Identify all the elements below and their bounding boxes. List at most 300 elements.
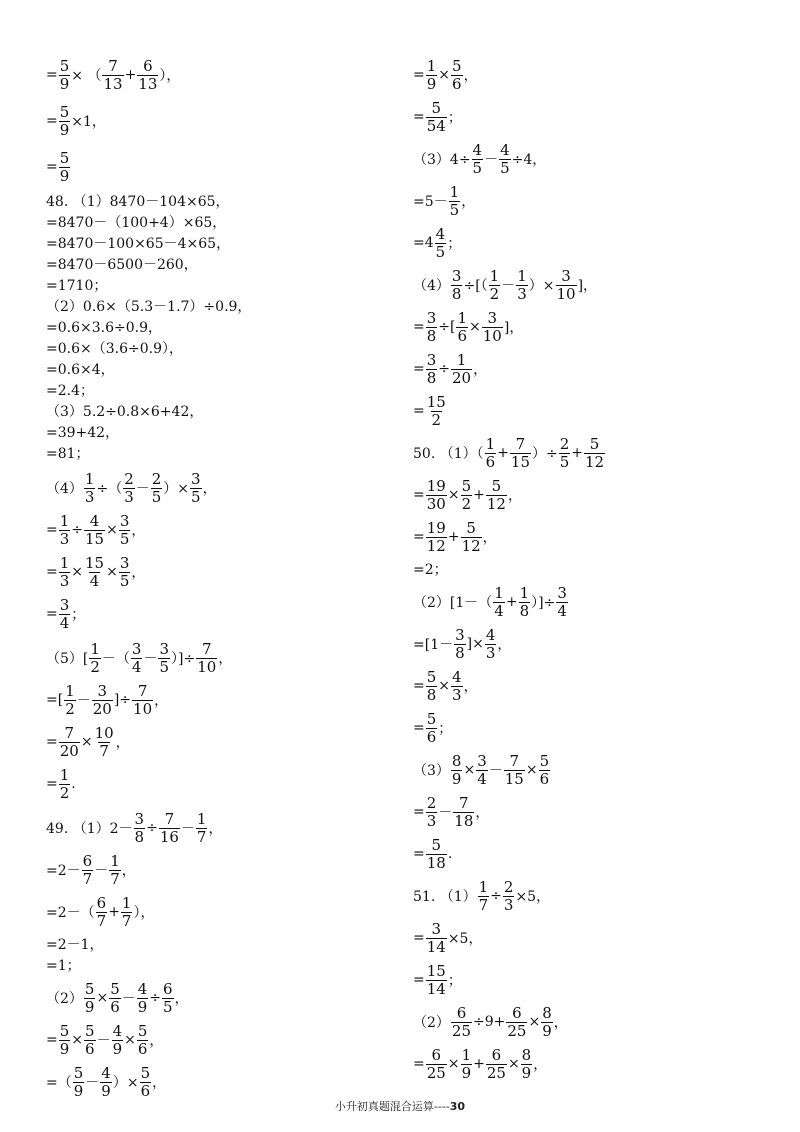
math-text: =: [413, 972, 425, 988]
math-text: ×: [96, 990, 109, 1006]
numerator: 1: [457, 308, 468, 327]
math-text: （2）[1－（: [413, 595, 493, 611]
math-text: =: [413, 487, 425, 503]
fraction: [482, 308, 503, 345]
numerator: 3: [431, 919, 442, 938]
math-text: .: [71, 776, 76, 792]
fraction: [84, 979, 96, 1016]
numerator: 2: [503, 877, 514, 896]
fraction: [190, 469, 202, 506]
denominator: 9: [451, 769, 462, 788]
denominator: 8: [426, 685, 437, 704]
fraction: [426, 919, 447, 956]
math-text: =: [413, 403, 425, 419]
denominator: 8: [426, 326, 437, 345]
fraction: [539, 751, 551, 788]
denominator: 7: [121, 911, 132, 930]
fraction: [89, 639, 101, 676]
math-line: [413, 709, 783, 747]
math-text: ×: [528, 1014, 541, 1030]
denominator: 9: [112, 1039, 123, 1058]
math-text: －: [143, 651, 158, 667]
denominator: 6: [485, 452, 496, 471]
denominator: 15: [504, 769, 524, 788]
fraction: [556, 583, 568, 620]
math-text: （3）: [413, 763, 450, 779]
math-line: [46, 851, 396, 889]
numerator: 3: [561, 266, 571, 285]
math-text: +: [571, 445, 584, 461]
numerator: 2: [559, 434, 570, 453]
denominator: 20: [59, 741, 79, 760]
page-footer: [0, 1098, 800, 1114]
fraction: [84, 1021, 96, 1058]
math-text: （3）4÷: [413, 152, 471, 168]
math-text: +: [497, 445, 509, 461]
math-text: ×: [438, 678, 451, 694]
denominator: 54: [426, 116, 446, 135]
numerator: 7: [164, 809, 175, 828]
math-text: +: [505, 594, 518, 610]
denominator: 2: [65, 699, 75, 718]
denominator: 3: [84, 487, 95, 506]
numerator: 5: [84, 979, 95, 998]
denominator: 12: [486, 494, 506, 513]
math-line: [46, 253, 396, 274]
math-text: .: [447, 846, 453, 862]
math-text: ，: [154, 693, 169, 709]
math-line: [46, 639, 396, 677]
denominator: 12: [426, 536, 446, 555]
math-text: =2－: [46, 863, 81, 879]
denominator: 5: [151, 487, 162, 506]
page-number: 30: [449, 1100, 466, 1113]
denominator: 15: [510, 452, 530, 471]
math-line: [413, 392, 783, 430]
fraction: [137, 979, 149, 1016]
denominator: 9: [521, 1063, 532, 1082]
fraction: [426, 709, 438, 746]
fraction: [461, 476, 473, 513]
math-text: ，: [475, 805, 490, 821]
math-text: －: [121, 991, 136, 1007]
fraction: [461, 518, 482, 555]
math-text: ×: [525, 762, 538, 778]
fraction: [456, 308, 468, 345]
fraction: [451, 751, 463, 788]
denominator: 9: [84, 997, 95, 1016]
denominator: 6: [539, 769, 550, 788]
numerator: 6: [82, 851, 93, 870]
math-text: ，: [218, 651, 233, 667]
math-text: ÷9+: [473, 1014, 506, 1030]
numerator: 1: [494, 583, 504, 602]
math-text: ×: [80, 734, 93, 750]
math-text: ×: [469, 319, 481, 335]
fraction: [73, 1063, 85, 1100]
fraction: [109, 851, 121, 888]
fraction: [196, 639, 217, 676]
numerator: 7: [201, 639, 212, 658]
denominator: 5: [191, 487, 201, 506]
math-text: =39+42，: [46, 424, 120, 441]
math-text: ×: [124, 1032, 136, 1048]
math-line: [413, 518, 783, 556]
denominator: 14: [426, 937, 446, 956]
math-line: [46, 337, 396, 358]
numerator: 5: [85, 1021, 95, 1040]
numerator: 5: [59, 1021, 70, 1040]
denominator: 9: [101, 1081, 111, 1100]
math-text: =: [46, 67, 58, 83]
fraction: [59, 56, 71, 93]
math-text: ）×: [163, 481, 190, 497]
math-text: =1；: [46, 957, 81, 974]
math-text: （2）: [46, 991, 83, 1007]
numerator: 1: [485, 434, 496, 453]
math-line: [413, 1045, 783, 1083]
denominator: 7: [110, 869, 120, 888]
math-line: [46, 358, 396, 379]
math-line: [413, 583, 783, 621]
denominator: 13: [103, 74, 123, 93]
math-text: +: [108, 904, 120, 920]
math-text: ×5，: [515, 889, 551, 905]
numerator: 6: [456, 1003, 467, 1022]
math-line: [46, 765, 396, 803]
math-text: ，: [473, 362, 488, 378]
numerator: 3: [159, 639, 170, 658]
math-line: [46, 400, 396, 421]
math-text: =8470－6500－260，: [46, 256, 198, 273]
fraction: [472, 140, 484, 177]
numerator: 7: [509, 751, 520, 770]
fraction: [59, 595, 71, 632]
fraction: [493, 583, 505, 620]
denominator: 18: [426, 853, 446, 872]
denominator: 3: [503, 895, 514, 914]
denominator: 10: [556, 284, 576, 303]
denominator: 9: [73, 1081, 84, 1100]
denominator: 5: [500, 158, 510, 177]
fraction: [64, 681, 76, 718]
math-line: [46, 979, 396, 1017]
math-line: [46, 553, 396, 591]
numerator: 5: [589, 434, 600, 453]
fraction: [84, 553, 105, 590]
fraction: [426, 793, 438, 830]
math-text: －: [94, 863, 109, 879]
math-line: [46, 421, 396, 442]
math-text: ）×: [528, 278, 555, 294]
math-text: ×: [507, 1056, 520, 1072]
fraction: [119, 511, 131, 548]
fraction: [132, 681, 153, 718]
numerator: 4: [89, 511, 100, 530]
math-text: 49. （1）2－: [46, 821, 133, 837]
footer-title: 小升初真题混合运算----: [334, 1100, 450, 1113]
denominator: 2: [431, 410, 442, 429]
numerator: 6: [163, 979, 173, 998]
math-text: ，: [463, 68, 478, 84]
fraction: [151, 469, 163, 506]
denominator: 15: [85, 529, 105, 548]
math-text: ）]÷: [531, 595, 556, 611]
fraction: [486, 1045, 507, 1082]
fraction: [489, 266, 501, 303]
numerator: 5: [137, 1021, 148, 1040]
math-text: ×1，: [71, 114, 106, 130]
math-line: [46, 211, 396, 232]
math-text: 48. （1）8470－104×65，: [46, 193, 230, 210]
numerator: 4: [500, 140, 510, 159]
numerator: 1: [110, 851, 120, 870]
numerator: 4: [452, 667, 462, 686]
math-text: =: [413, 804, 425, 820]
fraction: [426, 56, 438, 93]
numerator: 4: [472, 140, 483, 159]
math-line: [46, 1063, 396, 1101]
math-line: [413, 919, 783, 957]
numerator: 19: [426, 518, 446, 537]
numerator: 1: [489, 266, 500, 285]
math-line: [413, 308, 783, 346]
numerator: 1: [517, 266, 527, 285]
fraction: [478, 877, 490, 914]
math-text: ，: [461, 194, 476, 210]
math-text: －: [85, 1075, 100, 1091]
fraction: [84, 511, 105, 548]
numerator: 3: [131, 639, 142, 658]
math-line: [46, 809, 396, 847]
fraction: [451, 350, 472, 387]
numerator: 4: [435, 224, 446, 243]
denominator: 3: [426, 811, 437, 830]
numerator: 5: [73, 1063, 84, 1082]
numerator: 2: [124, 469, 134, 488]
numerator: 1: [84, 469, 95, 488]
denominator: 4: [59, 613, 70, 632]
math-line: [413, 793, 783, 831]
numerator: 5: [110, 979, 120, 998]
fraction: [59, 765, 71, 802]
numerator: 7: [64, 723, 75, 742]
math-line: [46, 893, 396, 931]
denominator: 4: [494, 601, 504, 620]
math-text: =: [413, 720, 425, 736]
math-text: +: [124, 67, 137, 83]
numerator: 5: [431, 98, 442, 117]
math-text: =: [46, 776, 58, 792]
denominator: 9: [426, 74, 437, 93]
math-line: [46, 511, 396, 549]
math-text: =1710；: [46, 277, 108, 294]
math-text: ；: [447, 110, 462, 126]
denominator: 5: [119, 571, 130, 590]
denominator: 3: [485, 643, 496, 662]
math-text: =: [46, 734, 58, 750]
math-text: =: [413, 361, 425, 377]
denominator: 20: [92, 699, 112, 718]
math-text: ，: [149, 1033, 164, 1049]
fraction: [112, 1021, 124, 1058]
math-line: [413, 56, 783, 94]
math-text: ，: [202, 481, 217, 497]
math-text: ）×: [112, 1075, 139, 1091]
math-text: ×: [447, 1056, 460, 1072]
fraction: [426, 308, 438, 345]
math-text: =8470－100×65－4×65，: [46, 235, 231, 252]
denominator: 6: [426, 727, 437, 746]
numerator: 10: [94, 723, 114, 742]
math-text: ]，: [577, 278, 598, 294]
fraction: [100, 1063, 112, 1100]
math-text: ；: [71, 607, 86, 623]
numerator: 8: [451, 751, 462, 770]
fraction: [82, 851, 94, 888]
fraction: [503, 877, 515, 914]
fraction: [426, 1045, 447, 1082]
fraction: [123, 469, 135, 506]
denominator: 10: [197, 657, 217, 676]
denominator: 7: [478, 895, 489, 914]
fraction: [196, 809, 208, 846]
math-text: ，: [174, 991, 189, 1007]
math-text: －: [438, 805, 453, 821]
math-text: ×5，: [447, 931, 483, 947]
fraction: [584, 434, 605, 471]
math-text: －: [135, 481, 150, 497]
math-text: （5）[: [46, 651, 89, 667]
math-text: =: [413, 529, 425, 545]
fraction: [461, 1045, 473, 1082]
math-text: =: [413, 930, 425, 946]
denominator: 4: [131, 657, 142, 676]
math-text: ，: [121, 863, 136, 879]
math-text: ]，: [503, 320, 524, 336]
denominator: 5: [163, 997, 173, 1016]
numerator: 4: [101, 1063, 111, 1082]
fraction: [426, 98, 447, 135]
math-text: =0.6×4，: [46, 361, 115, 378]
fraction: [159, 809, 180, 846]
numerator: 19: [426, 476, 446, 495]
math-text: ×: [71, 1032, 84, 1048]
fraction: [59, 553, 71, 590]
math-text: ×: [106, 564, 118, 580]
math-text: ，: [152, 1075, 167, 1091]
math-text: =: [413, 109, 425, 125]
numerator: 7: [137, 681, 148, 700]
denominator: 8: [426, 368, 437, 387]
math-text: ，: [115, 735, 130, 751]
denominator: 6: [140, 1081, 151, 1100]
math-text: =[1－: [413, 637, 454, 653]
fraction: [84, 469, 96, 506]
math-line: [413, 266, 783, 304]
denominator: 25: [426, 1063, 446, 1082]
fraction: [119, 553, 131, 590]
denominator: 6: [110, 997, 120, 1016]
math-line: [413, 1003, 783, 1041]
numerator: 5: [466, 518, 476, 537]
denominator: 6: [137, 1039, 148, 1058]
fraction: [109, 979, 121, 1016]
numerator: 1: [519, 583, 530, 602]
fraction: [510, 434, 531, 471]
numerator: 1: [121, 893, 132, 912]
math-text: ，: [131, 523, 146, 539]
fraction: [449, 182, 461, 219]
denominator: 9: [461, 1063, 472, 1082]
right-column: [413, 56, 783, 1083]
denominator: 6: [457, 326, 468, 345]
numerator: 6: [143, 56, 153, 75]
math-text: =4: [413, 235, 434, 251]
math-text: =: [46, 113, 58, 129]
math-text: ×: [71, 564, 84, 580]
denominator: 7: [196, 827, 207, 846]
math-line: [413, 434, 783, 472]
fraction: [96, 893, 108, 930]
numerator: 1: [65, 681, 75, 700]
numerator: 1: [59, 511, 70, 530]
numerator: 1: [449, 182, 460, 201]
math-text: =: [46, 1032, 58, 1048]
denominator: 5: [472, 158, 483, 177]
numerator: 8: [521, 1045, 532, 1064]
denominator: 5: [119, 529, 130, 548]
numerator: 5: [461, 476, 472, 495]
fraction: [140, 1063, 152, 1100]
fraction: [426, 392, 447, 429]
numerator: 3: [134, 809, 145, 828]
math-line: [413, 140, 783, 178]
numerator: 5: [59, 102, 70, 121]
math-text: （2）0.6×（5.3－1.7）÷0.9，: [46, 298, 252, 315]
math-text: ]÷: [113, 692, 132, 708]
denominator: 10: [133, 699, 153, 718]
math-text: ，: [553, 1015, 568, 1031]
numerator: 3: [119, 511, 130, 530]
math-text: =: [413, 319, 425, 335]
denominator: 8: [451, 284, 462, 303]
math-text: =: [46, 564, 58, 580]
denominator: 2: [90, 657, 100, 676]
math-text: =: [46, 606, 58, 622]
math-text: －: [76, 693, 91, 709]
numerator: 3: [451, 266, 462, 285]
numerator: 6: [96, 893, 107, 912]
math-line: [413, 350, 783, 388]
math-line: [413, 835, 783, 873]
denominator: 25: [507, 1021, 527, 1040]
numerator: 2: [151, 469, 162, 488]
math-text: =2－1，: [46, 936, 104, 953]
math-text: ，: [533, 1057, 548, 1073]
fraction: [137, 56, 158, 93]
fraction: [426, 835, 447, 872]
math-text: × （: [71, 68, 102, 84]
fraction: [59, 723, 80, 760]
math-text: －: [501, 278, 516, 294]
fraction: [121, 893, 133, 930]
math-line: [46, 56, 396, 94]
math-text: ，: [131, 565, 146, 581]
math-text: =: [413, 678, 425, 694]
math-text: ，: [208, 821, 223, 837]
math-text: ÷[: [438, 319, 456, 335]
